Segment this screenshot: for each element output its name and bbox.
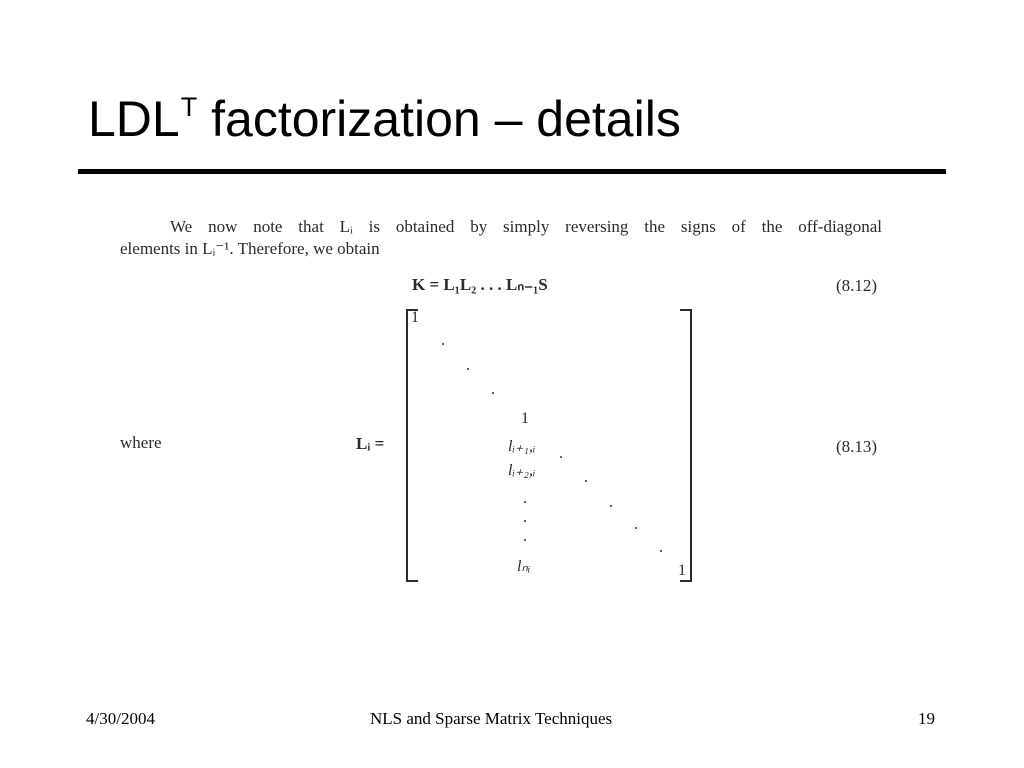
scanned-paragraph — [120, 216, 882, 260]
matrix-entry-l-ni: lₙᵢ — [517, 558, 531, 575]
matrix-lhs: Lᵢ = — [356, 434, 385, 453]
slide-title — [88, 91, 681, 147]
paragraph-line-2: elements in Lᵢ⁻¹. Therefore, we obtain — [120, 239, 380, 258]
paragraph-line-1: We now note that Lᵢ is obtained by simply reversing the signs of the off-diagonal — [170, 217, 882, 236]
title-rest: factorization – details — [197, 91, 681, 147]
footer-page-number: 19 — [918, 709, 935, 728]
column-dot — [524, 501, 526, 503]
diagonal-dot — [442, 343, 444, 345]
equation-number-8-13: (8.13) — [836, 437, 878, 456]
matrix-left-bracket — [406, 309, 418, 582]
column-dot — [524, 539, 526, 541]
matrix-entry-top-one: 1 — [411, 309, 419, 326]
diagonal-dot — [660, 550, 662, 552]
equation-number-8-12: (8.12) — [836, 276, 878, 295]
diagonal-dot — [492, 392, 494, 394]
matrix-entry-l-i1: lᵢ₊₁,ᵢ — [508, 438, 536, 455]
matrix-right-bracket — [680, 309, 692, 582]
subdiagonal-dot — [560, 456, 562, 458]
diagonal-dot — [467, 368, 469, 370]
matrix-entry-mid-one: 1 — [521, 410, 529, 427]
footer-title: NLS and Sparse Matrix Techniques — [370, 709, 613, 728]
title-underline — [78, 169, 946, 174]
matrix-entry-bottom-one: 1 — [678, 562, 686, 579]
matrix-entry-l-i2: lᵢ₊₂,ᵢ — [508, 462, 536, 479]
column-dot — [524, 520, 526, 522]
diagonal-dot — [635, 527, 637, 529]
subdiagonal-dot — [585, 480, 587, 482]
where-label: where — [120, 433, 162, 452]
title-main: LDL — [88, 91, 180, 147]
footer-date: 4/30/2004 — [86, 709, 155, 728]
equation-8-12: K = L₁L₂ . . . Lₙ₋₁S — [412, 275, 548, 294]
title-superscript: T — [180, 92, 198, 122]
diagonal-dot — [610, 505, 612, 507]
